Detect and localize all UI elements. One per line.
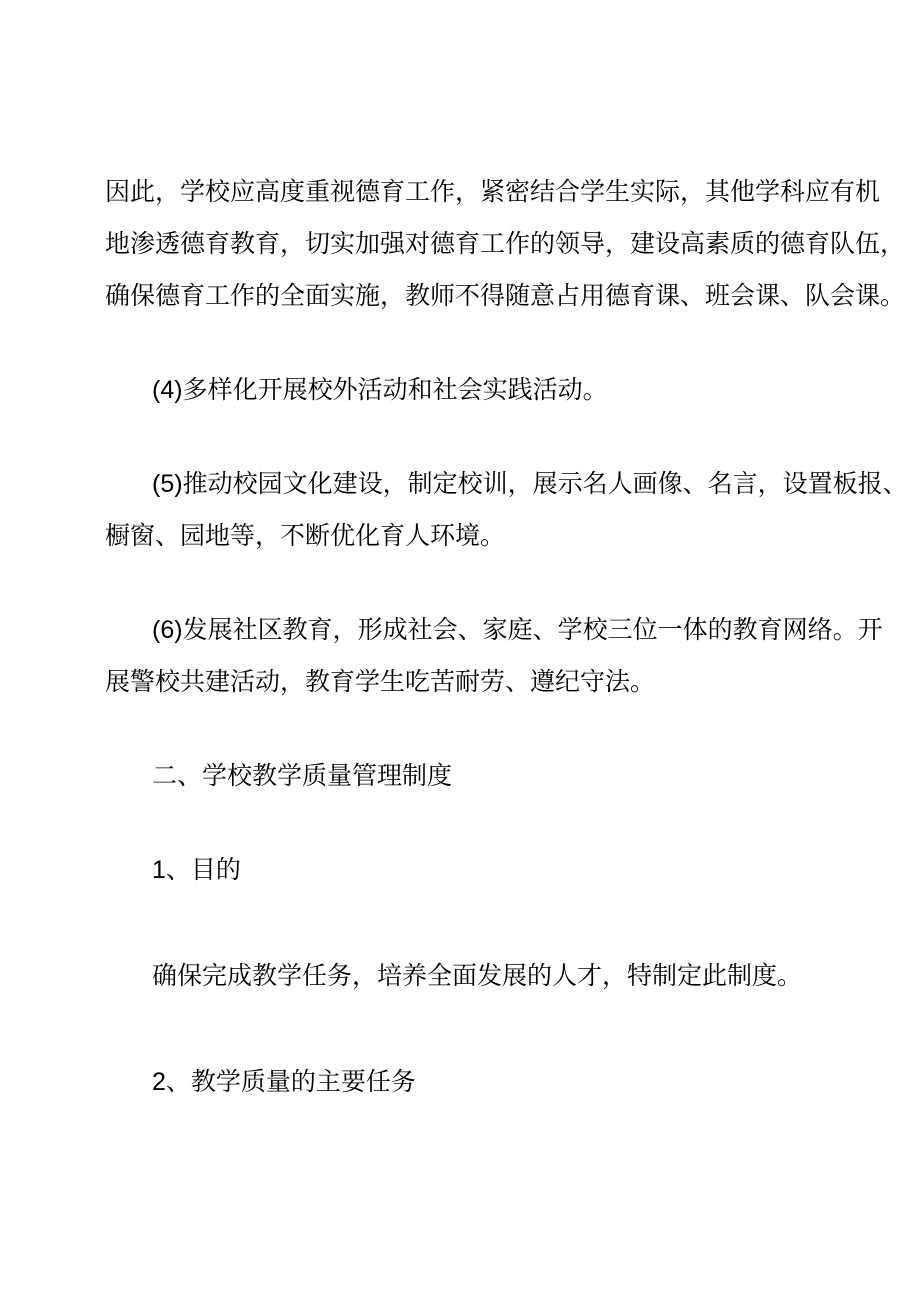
subsection-heading-1 bbox=[152, 855, 872, 885]
list-item-6 bbox=[152, 615, 883, 645]
subsection-title: 、教学质量的主要任务 bbox=[165, 1067, 416, 1096]
list-item-4 bbox=[152, 375, 872, 405]
paragraph-line: 地渗透德育教育，切实加强对德育工作的领导，建设高素质的德育队伍， bbox=[105, 229, 906, 258]
list-item-text: 多样化开展校外活动和社会实践活动。 bbox=[182, 375, 608, 404]
subsection-number: 2 bbox=[152, 1068, 166, 1096]
subsection-title: 、目的 bbox=[165, 855, 241, 884]
subsection-heading-2 bbox=[152, 1067, 872, 1097]
list-item-5-continuation: 橱窗、园地等，不断优化育人环境。 bbox=[105, 521, 506, 550]
list-item-number: (6) bbox=[152, 616, 183, 644]
paragraph-line: 因此，学校应高度重视德育工作，紧密结合学生实际，其他学科应有机 bbox=[105, 177, 881, 206]
list-item-number: (4) bbox=[152, 376, 183, 404]
list-item-text: 推动校园文化建设，制定校训，展示名人画像、名言，设置板报、 bbox=[182, 469, 908, 498]
subsection-body: 确保完成教学任务，培养全面发展的人才，特制定此制度。 bbox=[152, 961, 803, 990]
list-item-5 bbox=[152, 469, 908, 499]
section-heading: 二、学校教学质量管理制度 bbox=[152, 761, 453, 790]
paragraph-line: 确保德育工作的全面实施，教师不得随意占用德育课、班会课、队会课。 bbox=[105, 281, 906, 310]
list-item-number: (5) bbox=[152, 470, 183, 498]
list-item-6-continuation: 展警校共建活动，教育学生吃苦耐劳、遵纪守法。 bbox=[105, 667, 656, 696]
list-item-text: 发展社区教育，形成社会、家庭、学校三位一体的教育网络。开 bbox=[182, 615, 883, 644]
subsection-number: 1 bbox=[152, 856, 166, 884]
